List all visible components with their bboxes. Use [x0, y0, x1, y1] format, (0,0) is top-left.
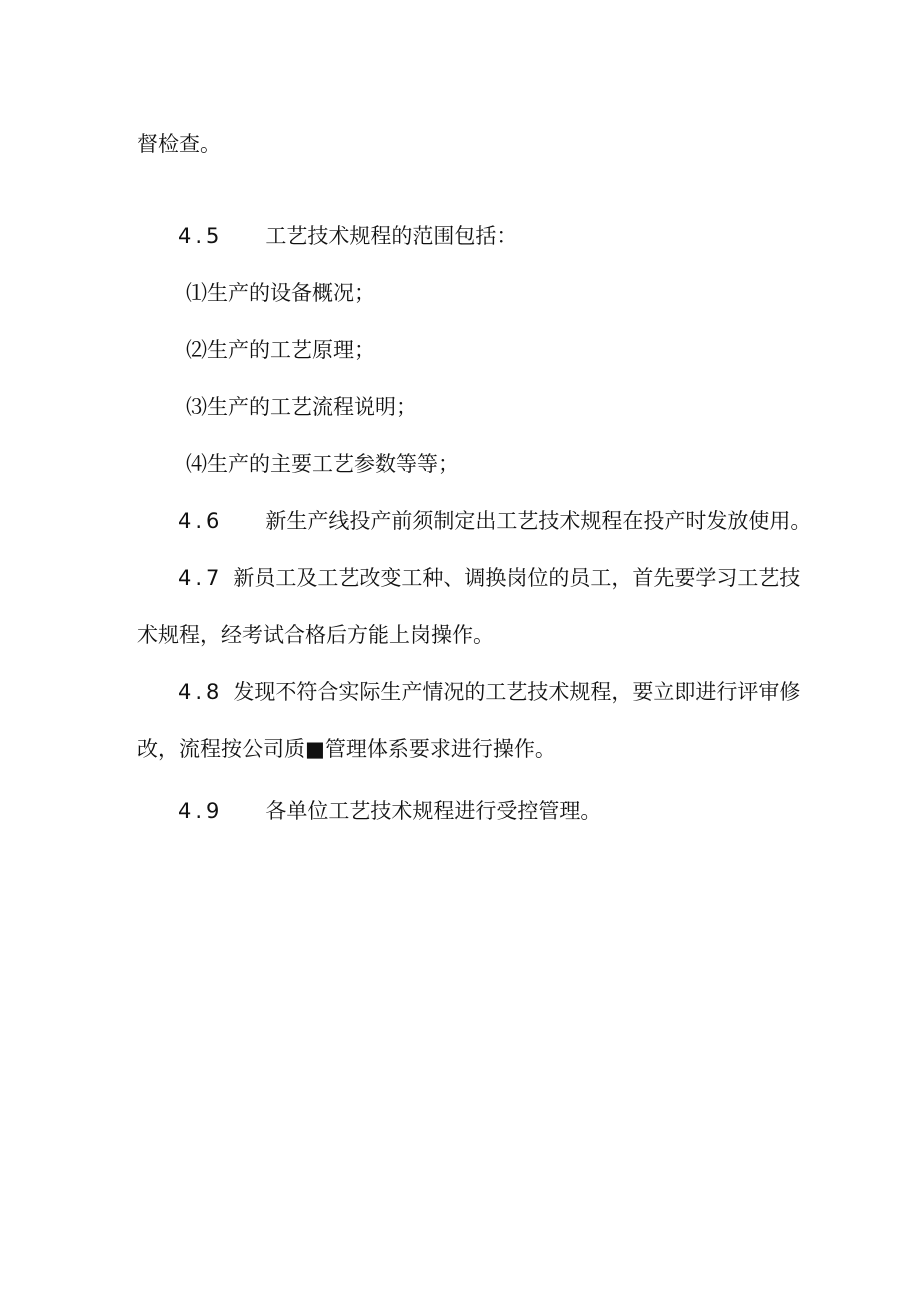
section-text: 发现不符合实际生产情况的工艺技术规程，要立即进行评审修 [233, 680, 801, 704]
list-item-text: ⑴生产的设备概况； [186, 281, 375, 305]
section-text: 各单位工艺技术规程进行受控管理。 [265, 799, 602, 823]
section-text: 新生产线投产前须制定出工艺技术规程在投产时发放使用。 [265, 509, 812, 533]
list-item-text: ⑵生产的工艺原理； [186, 338, 375, 362]
section-4-9 [178, 797, 601, 825]
section-4-8 [178, 678, 800, 706]
section-number: 4.5 [178, 224, 224, 248]
section-4-5 [178, 222, 517, 250]
section-4-7-continuation [137, 621, 494, 649]
section-number: 4.8 [178, 680, 224, 704]
list-item-4 [186, 450, 459, 478]
section-text: 术规程，经考试合格后方能上岗操作。 [137, 623, 494, 647]
list-item-1 [186, 279, 375, 307]
section-number: 4.7 [178, 566, 224, 590]
list-item-text: ⑶生产的工艺流程说明； [186, 395, 417, 419]
section-number: 4.9 [178, 799, 224, 823]
list-item-text: ⑷生产的主要工艺参数等等； [186, 452, 459, 476]
section-number: 4.6 [178, 509, 224, 533]
section-4-7 [178, 564, 800, 592]
section-text: 工艺技术规程的范围包括： [265, 224, 518, 248]
section-4-8-continuation [137, 735, 556, 763]
section-text: 新员工及工艺改变工种、调换岗位的员工，首先要学习工艺技 [233, 566, 801, 590]
text: 督检查。 [137, 132, 221, 156]
section-text: 改，流程按公司质■管理体系要求进行操作。 [137, 737, 556, 761]
paragraph-continuation [137, 130, 221, 158]
section-4-6 [178, 507, 811, 535]
list-item-2 [186, 336, 375, 364]
list-item-3 [186, 393, 417, 421]
